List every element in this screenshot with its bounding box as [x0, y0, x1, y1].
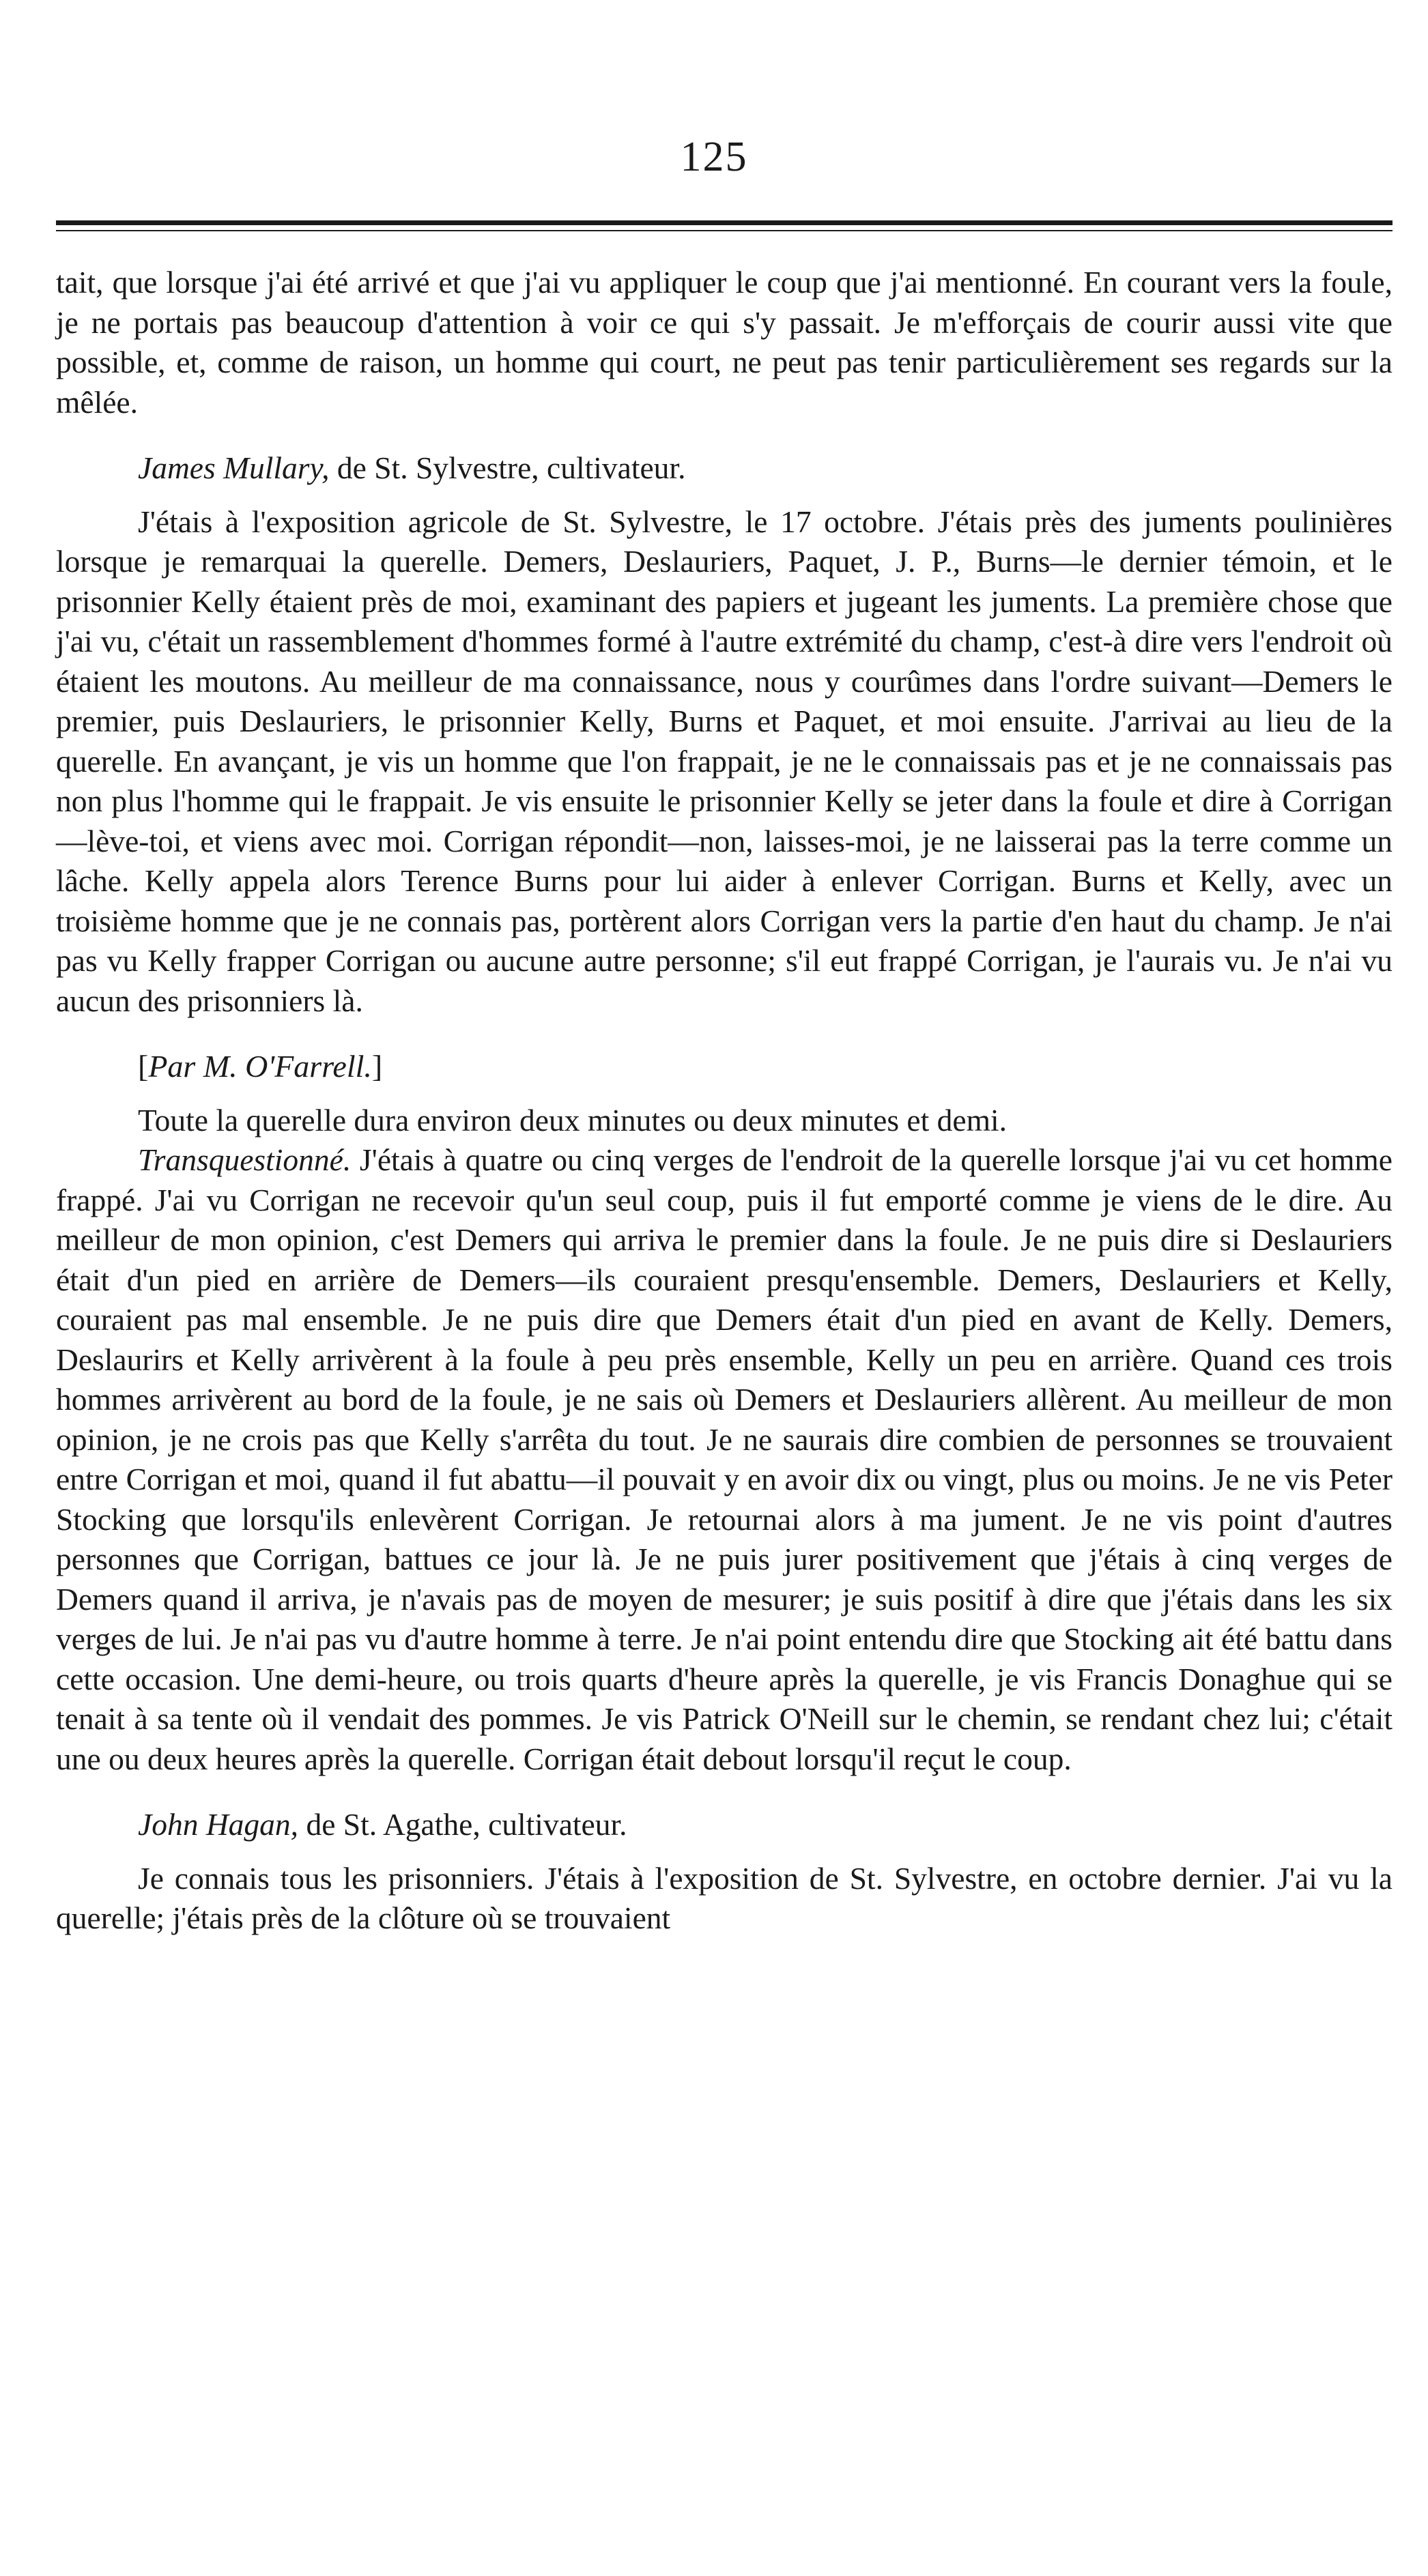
cross-examination-paragraph [56, 1140, 1393, 1779]
witness-description: de St. Sylvestre, cultivateur. [329, 450, 686, 485]
header-rule-thin [56, 230, 1393, 231]
witness-description: de St. Agathe, cultivateur. [298, 1807, 627, 1842]
header-rule-thick [56, 220, 1393, 225]
paragraph-continuation: tait, que lorsque j'ai été arrivé et que j'ai vu appliquer le coup que j'ai mentionné. En courant vers la foule, je ne portais pas beaucoup d'attention à voir ce qui s'y passait. Je m'efforçais de courir aussi vite que possible, et, comme de raison, un homme qui court, ne peut pas tenir particulièrement ses regards sur la mêlée. [56, 265, 1393, 420]
testimony-paragraph: J'étais à l'exposition agricole de St. Sylvestre, le 17 octobre. J'étais près des juments poulinières lorsque je remarquai la querelle. Demers, Deslauriers, Paquet, J. P., Burns—le dernier témoin, et le prisonnier Kelly étaient près de moi, examinant des papiers et jugeant les juments. La première chose que j'ai vu, c'était un rassemblement d'hommes formé à l'autre extrémité du champ, c'est-à dire vers l'endroit où étaient les moutons. Au meilleur de ma connaissance, nous y courûmes dans l'ordre suivant—Demers le premier, puis Deslauriers, le prisonnier Kelly, Burns et Paquet, et moi ensuite. J'arrivai au lieu de la querelle. En avançant, je vis un homme que l'on frappait, je ne le connaissais pas et je ne connaissais pas non plus l'homme qui le frappait. Je vis ensuite le prisonnier Kelly se jeter dans la foule et dire à Corrigan—lève-toi, et viens avec moi. Corrigan répondit—non, laisses-moi, je ne laisserai pas la terre comme un lâche. Kelly appela alors Terence Burns pour lui aider à enlever Corrigan. Burns et Kelly, avec un troisième homme que je ne connais pas, portèrent alors Corrigan vers la partie d'en haut du champ. Je n'ai pas vu Kelly frapper Corrigan ou aucune autre personne; s'il eut frappé Corrigan, je l'aurais vu. Je n'ai vu aucun des prisonniers là. [56, 504, 1393, 1018]
testimony-paragraph: Je connais tous les prisonniers. J'étais à l'exposition de St. Sylvestre, en octobre dernier. J'ai vu la querelle; j'étais près de la clôture où se trouvaient [56, 1860, 1393, 1935]
cross-examination-text: J'étais à quatre ou cinq verges de l'endroit de la querelle lorsque j'ai vu cet homme frappé. J'ai vu Corrigan ne recevoir qu'un seul coup, puis il fut emporté comme je viens de le dire. Au meilleur de mon opinion, c'est Demers qui arriva le premier dans la foule. Je ne puis dire si Deslauriers était d'un pied en arrière de Demers—ils couraient presqu'ensemble. Demers, Deslauriers et Kelly, couraient pas mal ensemble. Je ne puis dire que Demers était d'un pied en avant de Kelly. Demers, Deslaurirs et Kelly arrivèrent à la foule à peu près ensemble, Kelly un peu en arrière. Quand ces trois hommes arrivèrent au bord de la foule, je ne sais où Demers et Deslauriers allèrent. Au meilleur de mon opinion, je ne crois pas que Kelly s'arrêta du tout. Je ne saurais dire combien de personnes se trouvaient entre Corrigan et moi, quand il fut abattu—il pouvait y en avoir dix ou vingt, plus ou moins. Je ne vis Peter Stocking que lorsqu'ils enlevèrent Corrigan. Je retournai alors à ma jument. Je ne vis point d'autres personnes que Corrigan, battues ce jour là. Je ne puis jurer positivement que j'étais à cinq verges de Demers quand il arriva, je n'avais pas de moyen de mesurer; je suis positif à dire que j'étais dans les six verges de lui. Je n'ai pas vu d'autre homme à terre. Je n'ai point entendu dire que Stocking ait été battu dans cette occasion. Une demi-heure, ou trois quarts d'heure après la querelle, je vis Francis Donaghue qui se tenait à sa tente où il vendait des pommes. Je vis Patrick O'Neill sur le chemin, se rendant chez lui; c'était une ou deux heures après la querelle. Corrigan était debout lorsqu'il reçut le coup. [56, 1142, 1393, 1776]
witness-name: James Mullary, [138, 450, 330, 485]
page-number: 125 [680, 134, 748, 180]
cross-examination-label: Transquestionné. [138, 1142, 352, 1177]
bracket-open: [ [138, 1049, 149, 1084]
witness-name: John Hagan, [138, 1807, 299, 1842]
examiner-note [56, 1047, 1393, 1087]
examiner-name: Par M. O'Farrell. [148, 1049, 372, 1084]
bracket-close: ] [371, 1049, 383, 1084]
body-text [56, 263, 1393, 1939]
witness-heading-mullary [56, 448, 1393, 489]
testimony-paragraph: Toute la querelle dura environ deux minutes ou deux minutes et demi. [138, 1102, 1008, 1138]
witness-heading-hagan [56, 1805, 1393, 1845]
